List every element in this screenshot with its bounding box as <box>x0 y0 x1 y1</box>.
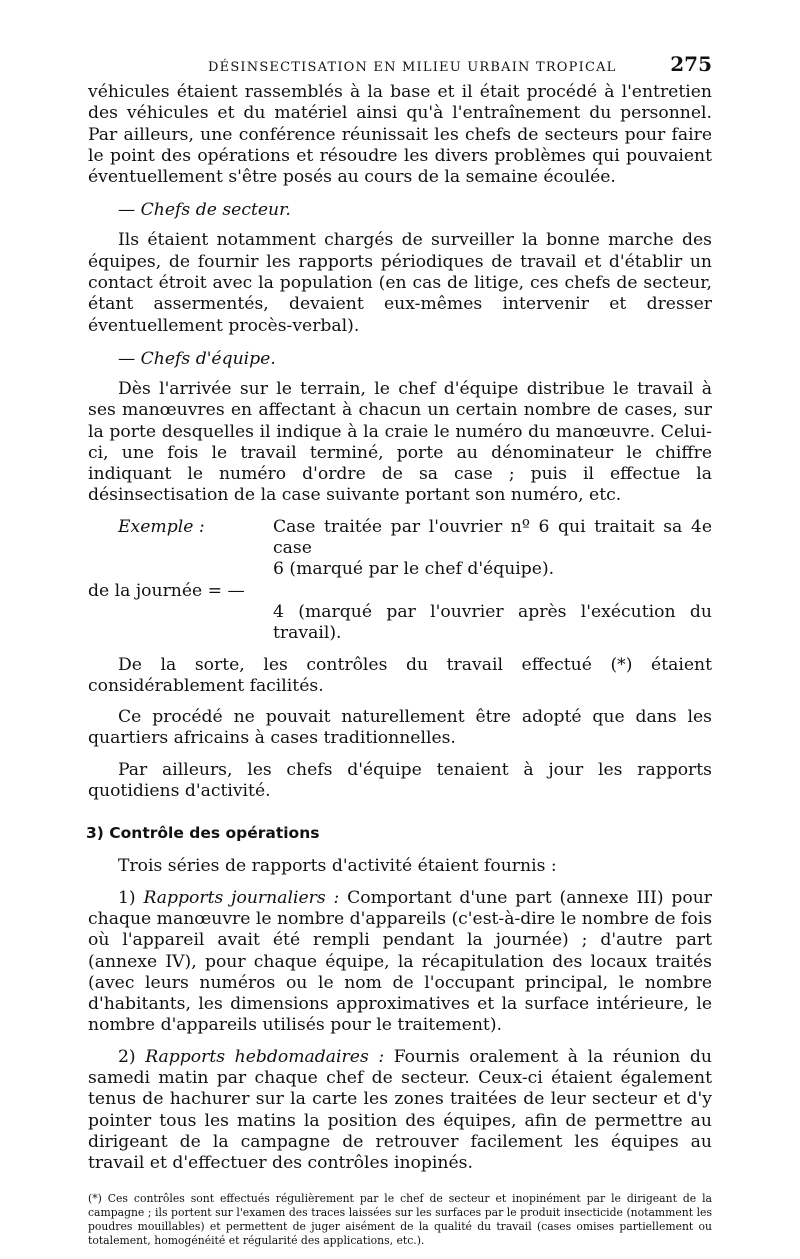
paragraph-rapports-quotidiens: Par ailleurs, les chefs d'équipe tenaient à jour les rapports quotidiens d'activité. <box>88 759 712 802</box>
paragraph-procede: Ce procédé ne pouvait naturellement être adopté que dans les quartiers africains à cases traditionnelles. <box>88 707 712 749</box>
page-header <box>88 52 712 82</box>
item-rapports-journaliers <box>88 888 712 1037</box>
section-intro: Trois séries de rapports d'activité étaient fournis : <box>118 856 557 877</box>
running-title: DÉSINSECTISATION EN MILIEU URBAIN TROPICAL <box>208 60 617 75</box>
paragraph-chefs-d-equipe: Dès l'arrivée sur le terrain, le chef d'équipe distribue le travail à ses manœuvres en affectant à chacun un certain nombre de cases, sur la porte desquelles il indique à la craie le numéro du manœuvre. Celui-ci, une fois le travail terminé, porte au dénominateur le chiffre indiquant le numéro d'ordre de sa case ; puis il effectue la désinsectisation de la case suivante portant son numéro, etc. <box>88 378 712 506</box>
example-label-2: de la journée = — <box>88 580 245 601</box>
subheading-title: Chefs de secteur. <box>140 200 291 221</box>
item-title: Rapports hebdomadaires : <box>145 1046 385 1067</box>
item-rapports-hebdomadaires <box>88 1047 712 1175</box>
section-title: 3) Contrôle des opérations <box>86 824 320 843</box>
example-line-3: 4 (marqué par l'ouvrier après l'exécution du travail). <box>273 601 712 644</box>
paragraph-vehicles: véhicules étaient rassemblés à la base et il était procédé à l'entretien des véhicules et du matériel ainsi qu'à l'entraînement du personnel. Par ailleurs, une conférence réunissait les chefs de secteurs pour faire le point des opérations et résoudre les divers problèmes qui pouvaient éventuellement s'être posés au cours de la semaine écoulée. <box>88 82 712 188</box>
item-title: Rapports journaliers : <box>143 887 340 908</box>
document-page <box>88 52 712 1259</box>
example-block <box>88 517 712 645</box>
example-label: Exemple : <box>118 516 205 537</box>
subheading-title: Chefs d'équipe. <box>140 348 276 369</box>
item-number: 1) <box>118 887 144 908</box>
example-row-1 <box>88 517 712 560</box>
example-line-1: Case traitée par l'ouvrier nº 6 qui traitait sa 4e case <box>273 516 712 559</box>
page-number: 275 <box>670 52 712 76</box>
example-line-2: 6 (marqué par le chef d'équipe). <box>273 559 555 580</box>
subheading-chefs-d-equipe <box>118 349 712 369</box>
footnote: (*) Ces contrôles sont effectués régulièrement par le chef de secteur et inopinément par le dirigeant de la campagne ; ils portent sur l'examen des traces laissées sur les surfaces par le produit insecticide (notamment les poudres mouillables) et permettent de juger aisément de la qualité du travail (cases omises partiellement ou totalement, homogénéité et régularité des applications, etc.). <box>88 1192 712 1248</box>
paragraph-controles: De la sorte, les contrôles du travail effectué (*) étaient considérablement facilités. <box>88 654 712 696</box>
item-text: Fournis oralement à la réunion du samedi matin par chaque chef de secteur. Ceux-ci étaient également tenus de hachurer sur la carte les zones traitées de leur secteur et d'y pointer tous les matins la position des équipes, afin de permettre au dirigeant de la campagne de retrouver facilement les équipes au travail et d'effectuer des contrôles inopinés. <box>88 1046 712 1174</box>
item-text: Comportant d'une part (annexe III) pour chaque manœuvre le nombre d'appareils (c'est-à-dire le nombre de fois où l'appareil avait été rempli pendant la journée) ; d'autre part (annexe IV), pour chaque équipe, la récapitulation des locaux traités (avec leurs numéros ou le nom de l'occupant principal, le nombre d'habitants, les dimensions approximatives et la surface intérieure, le nombre d'appareils utilisés pour le traitement). <box>88 887 713 1036</box>
example-row-3 <box>88 581 712 602</box>
example-row-4 <box>88 602 712 645</box>
subheading-dash: — <box>118 348 141 369</box>
subheading-chefs-de-secteur <box>118 200 712 220</box>
subheading-dash: — <box>118 200 141 221</box>
example-row-2 <box>88 559 712 580</box>
paragraph-chefs-de-secteur: Ils étaient notamment chargés de surveiller la bonne marche des équipes, de fournir les rapports périodiques de travail et d'établir un contact étroit avec la population (en cas de litige, ces chefs de secteur, étant assermentés, devaient eux-mêmes intervenir et dresser éventuellement procès-verbal). <box>88 230 712 336</box>
item-number: 2) <box>118 1046 146 1067</box>
